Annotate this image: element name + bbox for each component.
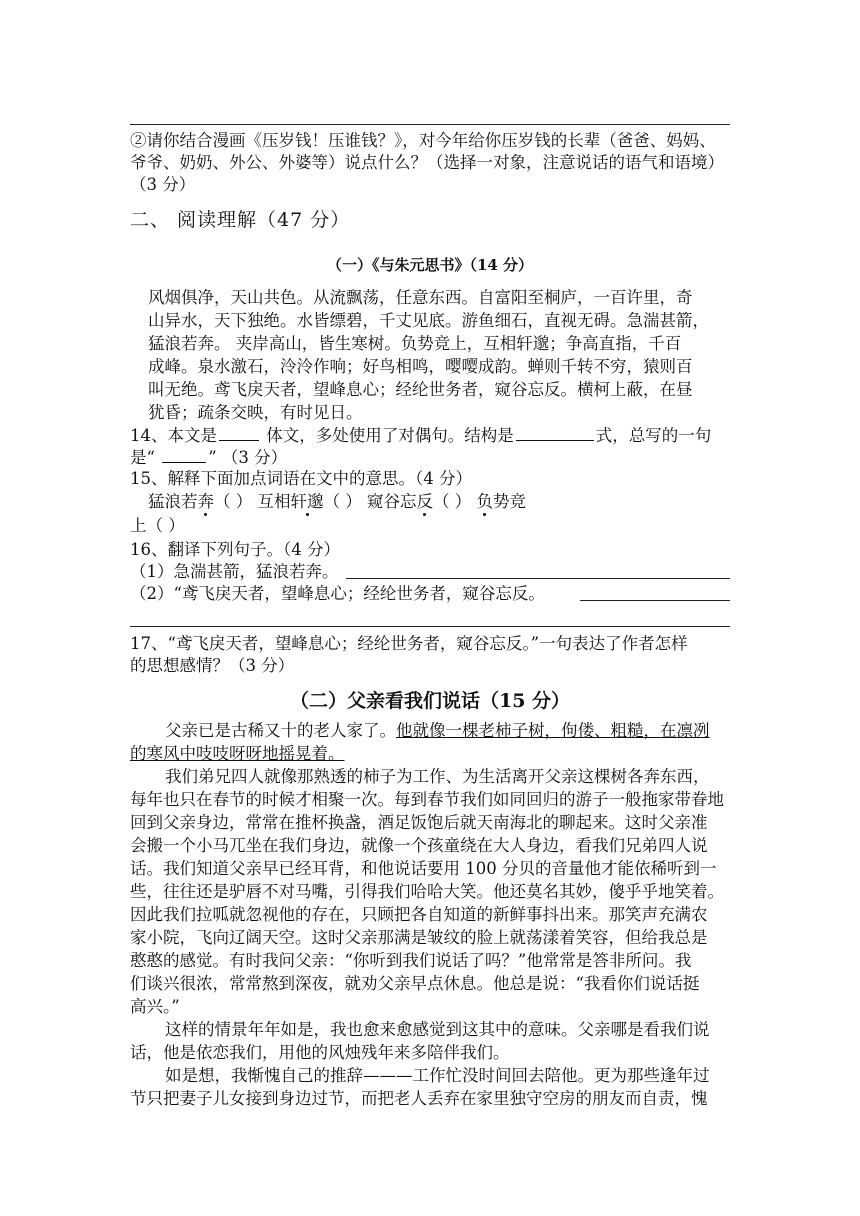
item-text: 窥谷忘: [367, 492, 417, 511]
question-14: [130, 424, 730, 447]
dotted-word: 反: [416, 492, 433, 511]
answer-blank[interactable]: [219, 424, 259, 441]
item-text: 猛浪若: [148, 492, 198, 511]
divider-line: [130, 124, 730, 125]
passage-line: 成峰。泉水激石，泠泠作响；好鸟相鸣，嘤嘤成韵。蝉则千转不穷，猿则百: [148, 357, 693, 376]
answer-line[interactable]: [346, 578, 730, 579]
question-text: ” （3 分）: [208, 448, 288, 467]
answer-line[interactable]: [580, 600, 730, 601]
question-15-title: 15、解释下面加点词语在文中的意思。（4 分）: [130, 469, 472, 488]
passage-line: 些，往往还是驴唇不对马嘴，引得我们哈哈大笑。他还莫名其妙，傻乎乎地笑着。: [130, 882, 724, 901]
question-14-cont: [130, 446, 730, 469]
passage-heading: （二）父亲看我们说话（15 分）: [289, 690, 571, 712]
passage-line: 风烟俱净，天山共色。从流飘荡，任意东西。自富阳至桐庐，一百许里，奇: [148, 288, 693, 307]
question-15-items: [148, 491, 730, 513]
passage-line: [165, 720, 730, 742]
passage-line: 节只把妻子儿女接到身边过节，而把老人丢弃在家里独守空房的朋友而自责，愧: [130, 1089, 708, 1108]
passage-line: 因此我们拉呱就忽视他的存在，只顾把各自知道的新鲜事抖出来。那笑声充满农: [130, 905, 708, 924]
passage-line: 猛浪若奔。 夹岸高山，皆生寒树。负势竞上，互相轩邈；争高直指，千百: [148, 334, 682, 353]
passage-heading: （一）《与朱元思书》（14 分）: [326, 256, 534, 274]
passage-line: 高兴。”: [130, 997, 180, 1016]
passage-text: 父亲已是古稀又十的老人家了。: [165, 721, 396, 740]
passage-line: 每年也只在春节的时候才相聚一次。每到春节我们如同回归的游子一般拖家带眷地: [130, 790, 724, 809]
underlined-sentence: 的寒风中吱吱呀呀地摇晃着。: [130, 744, 345, 763]
question-text: 是“: [130, 448, 161, 467]
question-text: （3 分）: [130, 175, 196, 194]
passage-line: 叫无绝。鸢飞戾天者，望峰息心；经纶世务者，窥谷忘反。横柯上蔽，在昼: [148, 380, 693, 399]
passage-line: 话，他是依恋我们，用他的风烛残年来多陪伴我们。: [130, 1043, 510, 1062]
answer-blank[interactable]: [162, 446, 206, 463]
question-text: 爷爷、奶奶、外公、外婆等）说点什么？（选择一对象，注意说话的语气和语境）: [130, 153, 724, 172]
answer-paren[interactable]: （ ）: [323, 492, 362, 511]
question-16-title: 16、翻译下列句子。（4 分）: [130, 540, 340, 559]
question-16-s1: （1）急湍甚箭，猛浪若奔。: [130, 562, 339, 581]
passage-line: 会搬一个小马兀坐在我们身边，就像一个孩童绕在大人身边，看我们兄弟四人说: [130, 836, 708, 855]
answer-blank[interactable]: [516, 424, 594, 441]
question-text: 体文，多处使用了对偶句。结构是: [261, 426, 514, 445]
passage-line: 犹昏；疏条交映，有时见日。: [148, 403, 363, 422]
question-15-cont[interactable]: 上（ ）: [130, 516, 185, 535]
answer-paren[interactable]: （ ）: [214, 492, 253, 511]
item-text: 互相: [257, 492, 291, 511]
passage-line: 如是想，我惭愧自己的推辞———工作忙没时间回去陪他。更为那些逢年过: [165, 1066, 710, 1085]
section-title: 二、 阅读理解（47 分）: [130, 209, 351, 231]
item-text: 势竞: [493, 492, 526, 511]
passage-line: 们谈兴很浓，常常熬到深夜，就劝父亲早点休息。他总是说：“我看你们说话挺: [130, 974, 700, 993]
answer-line[interactable]: [130, 626, 730, 627]
passage-line: 这样的情景年年如是，我也愈来愈感觉到这其中的意味。父亲哪是看我们说: [165, 1020, 710, 1039]
question-16-s2: （2）“鸢飞戾天者，望峰息心；经纶世务者，窥谷忘反。: [130, 584, 545, 603]
passage-line: [130, 743, 730, 765]
dotted-word: 负: [476, 492, 493, 511]
passage-line: 回到父亲身边，常常在推杯换盏，酒足饭饱后就天南海北的聊起来。这时父亲准: [130, 813, 708, 832]
dotted-word: 轩邈: [290, 492, 324, 511]
question-17: 17、“鸢飞戾天者，望峰息心；经纶世务者，窥谷忘反。”一句表达了作者怎样: [130, 634, 688, 653]
passage-line: 山异水，天下独绝。水皆缥碧，千丈见底。游鱼细石，直视无碍。急湍甚箭，: [148, 311, 709, 330]
question-text: ②请你结合漫画《压岁钱！压谁钱？》，对今年给你压岁钱的长辈（爸爸、妈妈、: [130, 131, 716, 150]
passage-line: 我们弟兄四人就像那熟透的柿子为工作、为生活离开父亲这棵树各奔东西，: [165, 767, 710, 786]
question-17: 的思想感情？（3 分）: [130, 656, 295, 675]
underlined-sentence: 他就像一棵老柿子树，佝偻、粗糙，在凛冽: [396, 721, 710, 740]
answer-paren[interactable]: （ ）: [433, 492, 472, 511]
passage-line: 话。我们知道父亲早已经耳背，和他说话要用 100 分贝的音量他才能依稀听到一: [130, 859, 717, 878]
question-text: 式，总写的一句: [595, 426, 712, 445]
passage-line: 家小院，飞向辽阔天空。这时父亲那满是皱纹的脸上就荡漾着笑容，但给我总是: [130, 928, 708, 947]
passage-line: 憨憨的感觉。有时我问父亲：“你听到我们说话了吗？”他常常是答非所问。我: [130, 951, 692, 970]
dotted-word: 奔: [197, 492, 214, 511]
question-text: 14、本文是: [130, 426, 217, 445]
